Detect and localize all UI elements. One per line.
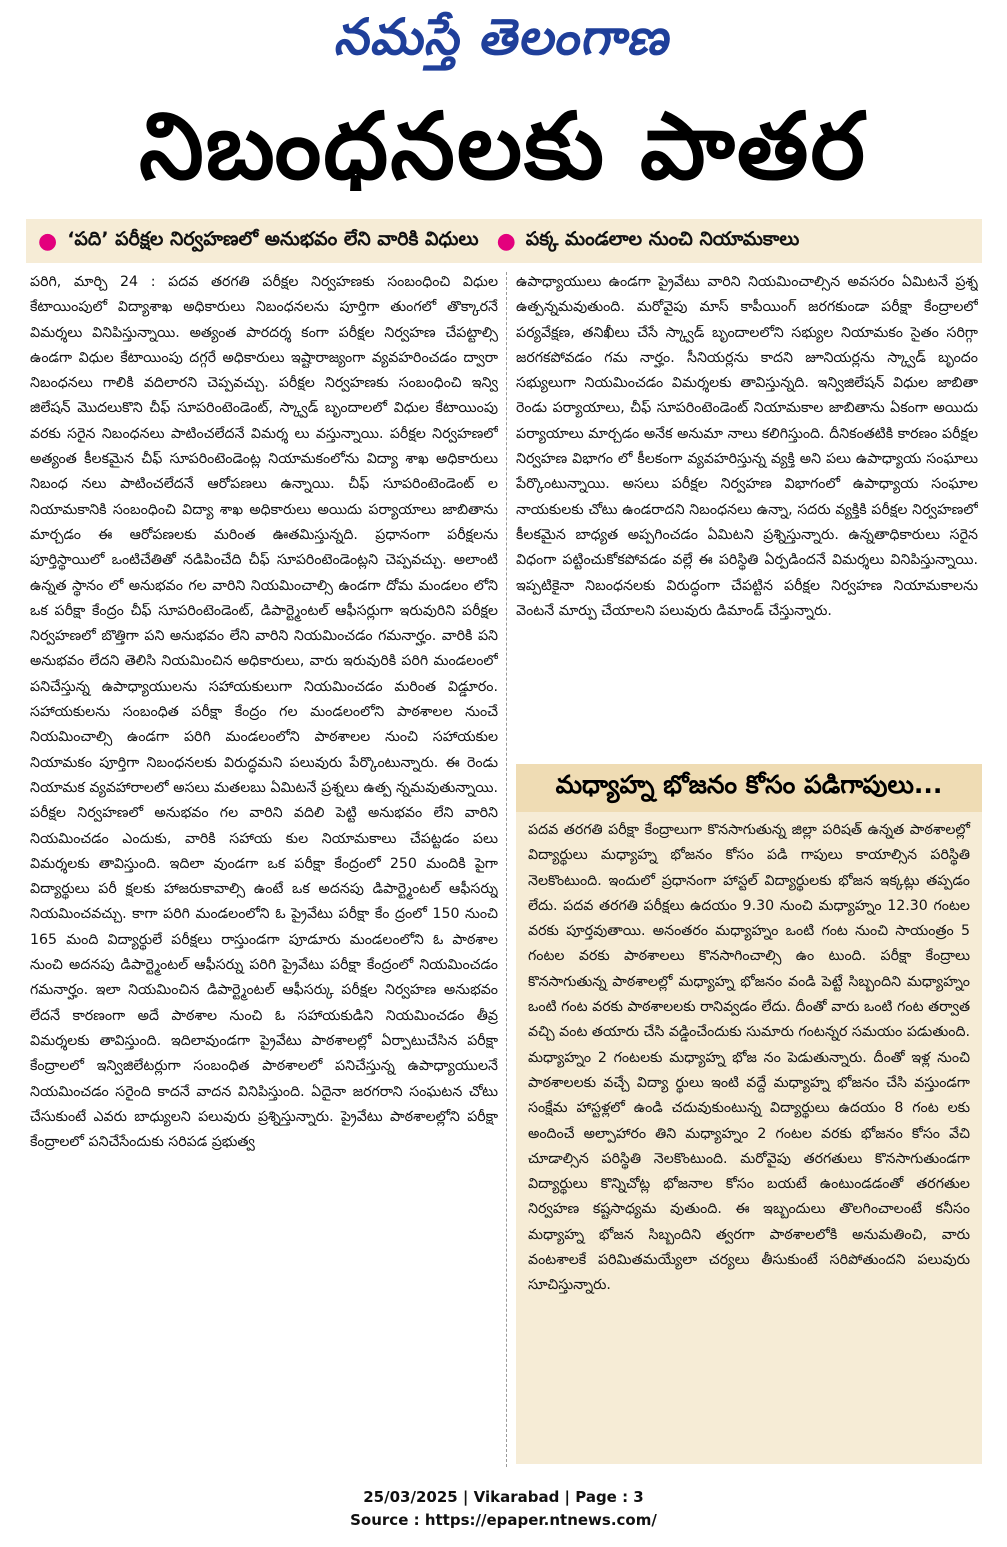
box-body: పదవ తరగతి పరీక్షా కేంద్రాలుగా కొనసాగుతున్న జిల్లా పరిషత్ ఉన్నత పాఠశాలల్లో విద్యార్థులు మధ్యాహ్న భోజనం కోసం పడి గాపులు కాయాల్సిన పరిస్థితి నెలకొంటుంది. ఇందులో ప్రధానంగా హాస్టల్ విద్యార్థులకు భోజన ఇక్కట్లు తప్పడం లేదు. పదవ తరగతి పరీక్షలు ఉదయం 9.30 నుంచి మధ్యాహ్నం 12.30 గంటల వరకు పూర్తవుతాయి. అనంతరం మధ్యాహ్నం ఒంటి గంట నుంచి సాయంత్రం 5 గంటల వరకు పాఠశాలలు కొనసాగించాల్సి ఉం టుంది. పరీక్షా కేంద్రాలు కొనసాగుతున్న పాఠశాలల్లో మధ్యాహ్న భోజనం వండి పెట్టే సిబ్బందిని మధ్యాహ్నం ఒంటి గంట వరకు పాఠశాలలకు రానివ్వడం లేదు. దీంతో వారు ఒంటి గంట తర్వాత వచ్చి వంట తయారు చేసి వడ్డించేందుకు సుమారు గంటన్నర సమయం పడుతుంది. మధ్యాహ్నం 2 గంటలకు మధ్యాహ్న భోజ నం పెడుతున్నారు. దీంతో ఇళ్ల నుంచి పాఠశాలలకు వచ్చే విద్యా ర్థులు ఇంటి వద్దే మధ్యాహ్న భోజనం చేసి వస్తుండగా సంక్షేమ హాస్టళ్లలో ఉండి చదువుకుంటున్న విద్యార్థులు ఉదయం 8 గంట లకు అందించే అల్పాహారం తిని మధ్యాహ్నం 2 గంటల వరకు భోజనం కోసం వేచి చూడాల్సిన పరిస్థితి నెలకొంటుంది. మరోవైపు తరగతులు కొనసాగుతుండగా విద్యార్థులు కొన్నిచోట్ల భోజనాల కోసం బయటే ఉంటుండడంతో తరగతుల నిర్వహణ కష్టసాధ్యమ వుతుంది. ఈ ఇబ్బందులు తొలగించాలంటే కనీసం మధ్యాహ్న భోజన సిబ్బందిని త్వరగా పాఠశాలలోకి అనుమతించి, వారు వంటశాలకే పరిమితమయ్యేలా చర్యలు తీసుకుంటే సరిపోతుందని పలువురు సూచిస్తున్నారు. xyxy=(528,822,970,1294)
bullet-icon: ● xyxy=(496,228,516,254)
subheadline-2: పక్క మండలాల నుంచి నియామకాలు xyxy=(525,227,800,250)
article-column-left: పరిగి, మార్చి 24 : పదవ తరగతి పరీక్షల నిర్వహణకు సంబంధించి విధుల కేటాయింపులో విద్యాశాఖ అధికారులు నిబంధనలను పూర్తిగా తుంగలో తొక్కారనే విమర్శలు వినిపిస్తున్నాయి. అత్యంత పారదర్శ కంగా పరీక్షల నిర్వహణ చేపట్టాల్సి ఉండగా విధుల కేటాయింపు దగ్గరే అధికారులు ఇష్టారాజ్యంగా వ్యవహరించడం ద్వారా నిబంధనలు గాలికి వదిలారని చెప్పవచ్చు. పరీక్షల నిర్వహణకు సంబంధించి ఇన్వి జిలేషన్ మొదలుకొని చీఫ్ సూపరింటెండెంట్, స్క్వాడ్ బృందాలలో విధుల కేటాయింపు వరకు సరైన నిబంధనలు పాటించలేదనే విమర్శ లు వస్తున్నాయి. పరీక్షల నిర్వహణలో అత్యంత కీలకమైన చీఫ్ సూపరింటెండెంట్ల నియామకంలోను విద్యా శాఖ అధికారులు నిబంధ నలు పాటించలేదనే ఆరోపణలు ఉన్నాయి. చీఫ్ సూపరింటెండెంట్ ల నియామకానికి సంబంధించి విద్యా శాఖ అధికారులు అయిదు పర్యాయాలు జాబితాను మార్చడం ఈ ఆరోపణలకు మరింత ఊతమిస్తున్నది. ప్రధానంగా పరీక్షలను పూర్తిస్థాయిలో ఒంటిచేతితో నడిపించేది చీఫ్ సూపరింటెండెంట్లని చెప్పవచ్చు. అలాంటి ఉన్నత స్థానం లో అనుభవం గల వారిని నియమించాల్సి ఉండగా దోమ మండలం లోని ఒక పరీక్షా కేంద్రం చీఫ్ సూపరింటెండెంట్, డిపార్ట్మెంటల్ ఆఫీసర్లుగా ఇరువురిని పరీక్షల నిర్వహణలో బొత్తిగా పని అనుభవం లేని వారిని నియమించడం గమనార్హం. వారికి పని అనుభవం లేదని తెలిసి నియమించిన అధికారులు, వారు ఇరువురికి పరిగి మండలంలో పనిచేస్తున్న ఉపాధ్యాయులను సహాయకులుగా నియమించడం మరింత విడ్డూరం. సహాయకులను సంబంధిత పరీక్షా కేంద్రం గల మండలంలోని పాఠశాలల నుంచే నియమించాల్సి ఉండగా పరిగి మండలంలోని పాఠశాలల నుంచి సహాయకుల నియామకం పూర్తిగా నిబంధనలకు విరుద్ధమని పలువురు పేర్కొంటున్నారు. ఈ రెండు నియామక వ్యవహారాలలో అసలు మతలబు ఏమిటనే ప్రశ్నలు ఉత్ప న్నమవుతున్నాయి. పరీక్షల నిర్వహణలో అనుభవం గల వారిని వదిలి పెట్టి అనుభవం లేని వారిని నియమించడం ఎందుకు, వారికి సహాయ కుల నియామకాలు చేపట్టడం పలు విమర్శలకు తావిస్తుంది. ఇదిలా వుండగా ఒక పరీక్షా కేంద్రంలో 250 మందికి పైగా విద్యార్థులు పరీ క్షలకు హాజరుకావాల్సి ఉంటే ఒక అదనపు డిపార్ట్మెంటల్ ఆఫీసర్ను నియమించవచ్చు. కాగా పరిగి మండలంలోని ఓ ప్రైవేటు పరీక్షా కేం ద్రంలో 150 నుంచి 165 మంది విద్యార్థులే పరీక్షలు రాస్తుండగా పూడూరు మండలంలోని ఓ పాఠశాల నుంచి అదనపు డిపార్ట్మెంటల్ ఆఫీసర్ను పరిగి ప్రైవేటు పరీక్షా కేంద్రంలో నియమించడం గమనార్హం. ఇలా నియమించిన డిపార్ట్మెంటల్ ఆఫీసర్కు పరీక్షల నిర్వహణ అనుభవం లేదనే కారణంగా అదే పాఠశాల నుంచి ఓ సహాయకుడిని నియమించడం తీవ్ర విమర్శలకు తావిస్తుంది. ఇదిలావుండగా ప్రైవేటు పాఠశాలల్లో ఏర్పాటుచేసిన పరీక్షా కేంద్రాలలో ఇన్విజిలేటర్లుగా సంబంధిత పాఠశాలలో పనిచేస్తున్న ఉపాధ్యాయులనే నియమించడం సరైంది కాదనే వాదన వినిపిస్తుంది. ఏదైనా జరగరాని సంఘటన చోటు చేసుకుంటే ఎవరు బాధ్యులని పలువురు ప్రశ్నిస్తున్నారు. ప్రైవేటు పాఠశాలల్లోని పరీక్షా కేంద్రాలలో పనిచేసేందుకు సరిపడ ప్రభుత్వ xyxy=(30,274,498,1151)
sidebar-box xyxy=(516,764,982,1464)
subheadline-1: ‘పది’ పరీక్షల నిర్వహణలో అనుభవం లేని వారికి విధులు xyxy=(67,227,479,250)
footer-date-line: 25/03/2025 | Vikarabad | Page : 3 xyxy=(363,1488,644,1506)
bullet-icon: ● xyxy=(38,228,58,254)
box-title: మధ్యాహ్న భోజనం కోసం పడిగాపులు... xyxy=(516,764,982,812)
footer xyxy=(0,1486,1007,1532)
article-column-right: ఉపాధ్యాయులు ఉండగా ప్రైవేటు వారిని నియమించాల్సిన అవసరం ఏమిటనే ప్రశ్న ఉత్పన్నమవుతుంది. మరోవైపు మాస్ కాపీయింగ్ జరగకుండా పరీక్షా కేంద్రాలలో పర్యవేక్షణ, తనిఖీలు చేసే స్క్వాడ్ బృందాలలోని సభ్యుల నియామకం సైతం సరిగ్గా జరగకపోవడం గమ నార్హం. సీనియర్లను కాదని జూనియర్లను స్క్వాడ్ బృందం సభ్యులుగా నియమించడం విమర్శలకు తావిస్తున్నది. ఇన్విజిలేషన్ విధుల జాబితా రెండు పర్యాయాలు, చీఫ్ సూపరింటెండెంట్ నియామకాల జాబితాను ఏకంగా అయిదు పర్యాయాలు మార్చడం అనేక అనుమా నాలు కలిగిస్తుంది. దీనికంతటికి కారణం పరీక్షల నిర్వహణ విభాగం లో కీలకంగా వ్యవహరిస్తున్న వ్యక్తి అని పలు ఉపాధ్యాయ సంఘాలు పేర్కొంటున్నాయి. అసలు పరీక్షల నిర్వహణ విభాగంలో ఉపాధ్యాయ సంఘాల నాయకులకు చోటు ఉండరాదని నిబంధనలు ఉన్నా, సదరు వ్యక్తికి పరీక్షల నిర్వహణలో కీలకమైన బాధ్యత అప్పగించడం ఏమిటని ప్రశ్నిస్తున్నారు. ఉన్నతాధికారులు సరైన విధంగా పట్టించుకోకపోవడం వల్లే ఈ పరిస్థితి ఏర్పడిందనే విమర్శలు వినిపిస్తున్నాయి. ఇప్పటికైనా నిబంధనలకు విరుద్ధంగా చేపట్టిన పరీక్షల నిర్వహణ నియామకాలను వెంటనే మార్పు చేయాలని పలువురు డిమాండ్ చేస్తున్నారు. xyxy=(516,274,978,619)
headline: నిబంధనలకు పాతర xyxy=(139,93,867,200)
column-divider xyxy=(506,272,507,1467)
subheadline-bar xyxy=(26,219,982,263)
footer-source-line: Source : https://epaper.ntnews.com/ xyxy=(350,1511,657,1529)
masthead-logo: నమస్తే తెలంగాణ xyxy=(331,8,678,66)
